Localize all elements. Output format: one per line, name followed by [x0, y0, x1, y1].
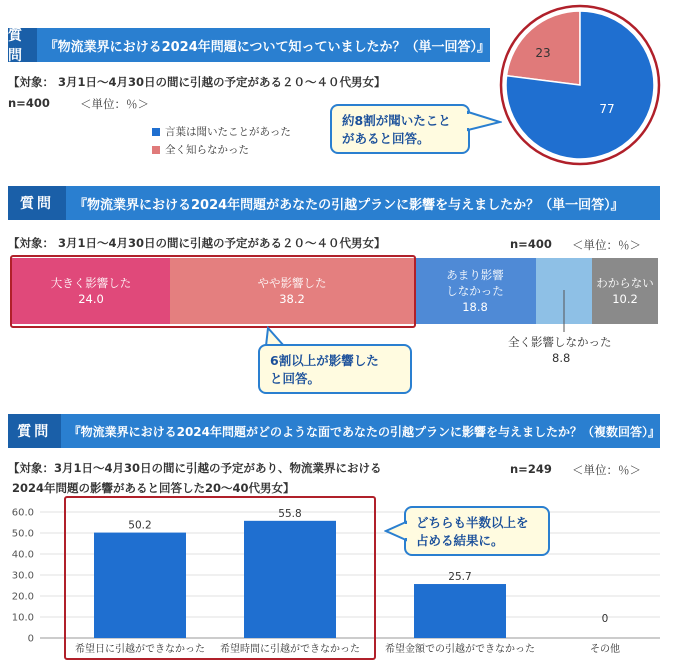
q2-question-bar — [8, 186, 660, 220]
seg-value-great: 24.0 — [78, 292, 104, 306]
q2-n: n=400 — [510, 237, 552, 251]
bar-category-label: その他 — [590, 644, 620, 655]
seg-none-leader-line — [562, 290, 566, 334]
bar-category-label: 希望金額での引越ができなかった — [385, 644, 535, 655]
q3-callout-line1: どちらも半数以上を — [416, 515, 529, 530]
q3-target-line2: 2024年問題の影響があると回答した20～40代男女】 — [12, 481, 295, 495]
y-tick-label: 60.0 — [11, 507, 34, 519]
y-tick-label: 0 — [27, 633, 34, 645]
q2-callout-line2: と回答。 — [270, 371, 321, 386]
q1-callout-line1: 約8割が聞いたこと — [342, 113, 451, 128]
y-tick-label: 40.0 — [11, 549, 34, 561]
y-tick-label: 20.0 — [11, 591, 34, 603]
q3-tag: 質問 — [8, 414, 61, 448]
q3-unit: ＜単位：％＞ — [572, 463, 641, 477]
q1-tag: 質問 — [8, 28, 37, 62]
q2-target: 【対象： 3月1日～4月30日の間に引越の予定がある２０～４０代男女】 — [8, 236, 386, 250]
q1-legend-unknown — [152, 142, 249, 157]
q1-question-bar — [8, 28, 490, 62]
q2-tag: 質問 — [8, 186, 66, 220]
q1-pie-chart — [497, 3, 663, 167]
bar-value-label: 50.2 — [128, 519, 152, 532]
bar-value-label: 55.8 — [278, 507, 302, 520]
q3-callout-pointer — [384, 520, 408, 542]
q1-unit: ＜単位：％＞ — [80, 97, 149, 111]
y-tick-label: 10.0 — [11, 612, 34, 624]
q2-unit: ＜単位：％＞ — [572, 238, 641, 252]
seg-value-none: 8.8 — [552, 351, 571, 365]
q2-highlight-frame — [10, 255, 416, 328]
seg-value-little: 18.8 — [462, 300, 488, 314]
y-tick-label: 50.0 — [11, 528, 34, 540]
q2-callout — [258, 344, 412, 394]
legend-swatch-unknown — [152, 146, 160, 154]
seg-label-some: やや影響した — [257, 276, 327, 290]
y-tick-label: 30.0 — [11, 570, 34, 582]
stacked-seg-little — [414, 258, 536, 324]
q3-question-bar — [8, 414, 660, 448]
seg-value-some: 38.2 — [279, 292, 305, 306]
bar-value-label: 25.7 — [448, 571, 472, 584]
seg-label-unknown: わからない — [596, 276, 654, 290]
q2-callout-line1: 6割以上が影響した — [270, 353, 379, 368]
q1-callout-line2: があると回答。 — [342, 131, 430, 146]
q1-legend-heard — [152, 124, 291, 139]
q1-target: 【対象： 3月1日～4月30日の間に引越の予定がある２０～４０代男女】 — [8, 75, 386, 89]
seg-label-none: 全く影響しなかった — [508, 335, 612, 349]
legend-label-heard: 言葉は聞いたことがあった — [165, 126, 291, 138]
pie-value-heard: 77 — [599, 102, 615, 116]
seg-label-little: あまり影響 しなかった — [446, 268, 504, 298]
seg-value-unknown: 10.2 — [612, 292, 638, 306]
bar-category-label: 希望時間に引越ができなかった — [220, 644, 360, 655]
bar-value-label: 0 — [601, 613, 609, 625]
pie-value-unknown: 23 — [535, 46, 551, 60]
q1-question-text: 『物流業界における2024年問題について知っていましたか？（単一回答）』 — [37, 28, 490, 62]
q1-n: n=400 — [8, 96, 50, 110]
q3-question-text: 『物流業界における2024年問題がどのような面であなたの引越プランに影響を与えましたか？（複数回答）』 — [61, 414, 660, 448]
legend-label-unknown: 全く知らなかった — [165, 144, 249, 156]
bar-2 — [414, 584, 506, 638]
q2-question-text: 『物流業界における2024年問題があなたの引越プランに影響を与えましたか？（単一回答）』 — [66, 186, 660, 220]
legend-swatch-heard — [152, 128, 160, 136]
q1-callout — [330, 104, 470, 154]
q3-callout — [404, 506, 550, 556]
bar-category-label: 希望日に引越ができなかった — [75, 644, 205, 655]
q3-n: n=249 — [510, 462, 552, 476]
seg-label-great: 大きく影響した — [50, 276, 132, 290]
q3-target-line1: 【対象：3月1日～4月30日の間に引越の予定があり、物流業界における — [8, 461, 382, 475]
q3-highlight-frame — [64, 496, 376, 660]
q3-callout-line2: 占める結果に。 — [416, 533, 504, 548]
stacked-seg-unknown — [592, 258, 658, 324]
